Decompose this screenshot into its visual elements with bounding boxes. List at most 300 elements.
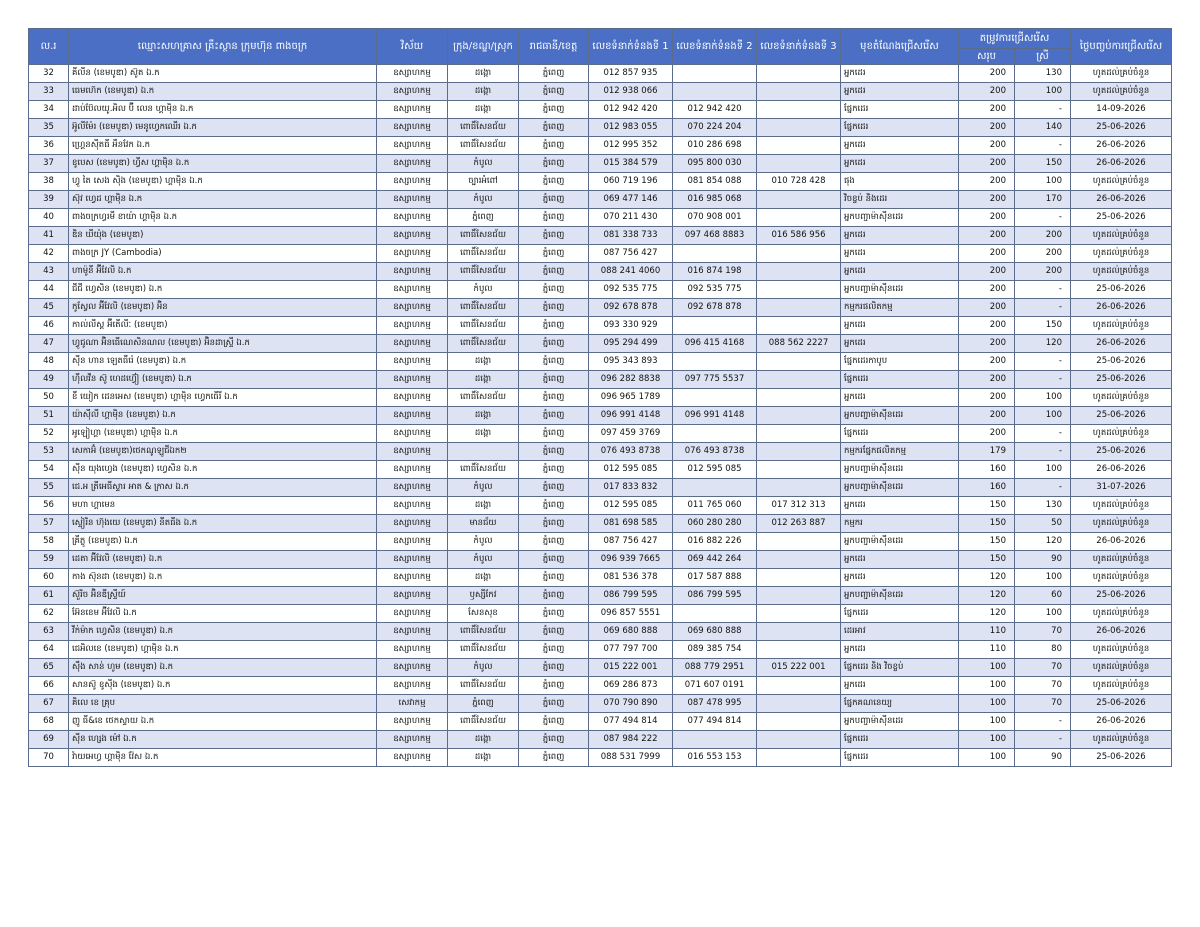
row-no: 55: [29, 479, 69, 497]
female-count: 70: [1015, 677, 1071, 695]
total-count: 200: [959, 317, 1015, 335]
province: ភ្នំពេញ: [519, 731, 589, 749]
district: មានជ័យ: [448, 515, 519, 533]
company-name: ហ្វូជូណា អ៊ិនធើណេសិនណល (ខេមបូឌា) អ៊ិនដាស្ទ្រី ឯ.ក: [69, 335, 377, 353]
deadline: 25-06-2026: [1071, 209, 1172, 227]
female-count: -: [1015, 713, 1071, 731]
total-count: 160: [959, 479, 1015, 497]
sector: ឧស្សាហកម្ម: [377, 623, 448, 641]
deadline: 26-06-2026: [1071, 713, 1172, 731]
phone-2: 012 942 420: [673, 101, 757, 119]
phone-3: [757, 371, 841, 389]
sector: សេវាកម្ម: [377, 695, 448, 713]
phone-3: [757, 623, 841, 641]
phone-1: 069 680 888: [589, 623, 673, 641]
province: ភ្នំពេញ: [519, 155, 589, 173]
position: អ្នកបញ្ជាម៉ាស៊ីនដេរ: [841, 587, 959, 605]
position: ផ្នែកគណនេយ្យ: [841, 695, 959, 713]
total-count: 200: [959, 119, 1015, 137]
district: ពោធិ៍សែនជ័យ: [448, 245, 519, 263]
phone-1: 096 991 4148: [589, 407, 673, 425]
deadline: ហូតដល់គ្រប់ចំនួន: [1071, 515, 1172, 533]
district: ពោធិ៍សែនជ័យ: [448, 227, 519, 245]
female-count: 50: [1015, 515, 1071, 533]
province: ភ្នំពេញ: [519, 263, 589, 281]
phone-1: 086 799 595: [589, 587, 673, 605]
phone-2: 070 224 204: [673, 119, 757, 137]
district: សែនសុខ: [448, 605, 519, 623]
total-count: 200: [959, 101, 1015, 119]
phone-3: [757, 551, 841, 569]
company-name: ជេ.អ ត្រីអេធីស្ទារ អាត & ក្រាស ឯ.ក: [69, 479, 377, 497]
company-name: ស្ទៀរិន ហ៊ុងយេ (ខេមបូឌា) នីតធីង ឯ.ក: [69, 515, 377, 533]
deadline: ហូតដល់គ្រប់ចំនួន: [1071, 389, 1172, 407]
deadline: 25-06-2026: [1071, 443, 1172, 461]
company-name: ស៊ឹង សាន់ ហូម (ខេមបូឌា) ឯ.ក: [69, 659, 377, 677]
table-row: [29, 695, 1172, 713]
row-no: 49: [29, 371, 69, 389]
total-count: 200: [959, 389, 1015, 407]
total-count: 200: [959, 245, 1015, 263]
phone-1: 060 719 196: [589, 173, 673, 191]
sector: ឧស្សាហកម្ម: [377, 335, 448, 353]
position: អ្នកដេរ: [841, 389, 959, 407]
row-no: 34: [29, 101, 69, 119]
deadline: ហូតដល់គ្រប់ចំនួន: [1071, 731, 1172, 749]
phone-1: 088 531 7999: [589, 749, 673, 767]
phone-1: 017 833 832: [589, 479, 673, 497]
female-count: 200: [1015, 263, 1071, 281]
company-name: ដេតា អ៊ីវែលិ (ខេមបូឌា) ឯ.ក: [69, 551, 377, 569]
phone-1: 095 294 499: [589, 335, 673, 353]
company-name: ហ្វូ តៃ សេង ស៊ិង (ខេមបូឌា) ហ្គាម៉ិន ឯ.ក: [69, 173, 377, 191]
female-count: 70: [1015, 695, 1071, 713]
position: អ្នកដេរ: [841, 155, 959, 173]
phone-3: [757, 101, 841, 119]
total-count: 100: [959, 695, 1015, 713]
province: ភ្នំពេញ: [519, 695, 589, 713]
district: កំបូល: [448, 479, 519, 497]
recruitment-table: [28, 28, 1172, 767]
position: អ្នកដេរ: [841, 317, 959, 335]
district: ពោធិ៍សែនជ័យ: [448, 641, 519, 659]
deadline: 31-07-2026: [1071, 479, 1172, 497]
position: អ្នកបញ្ជាម៉ាស៊ីនដេរ: [841, 209, 959, 227]
phone-3: [757, 281, 841, 299]
total-count: 150: [959, 497, 1015, 515]
table-row: [29, 317, 1172, 335]
province: ភ្នំពេញ: [519, 497, 589, 515]
total-count: 179: [959, 443, 1015, 461]
row-no: 37: [29, 155, 69, 173]
phone-2: 086 799 595: [673, 587, 757, 605]
table-row: [29, 677, 1172, 695]
company-name: គិលេ ខេ គ្រុប: [69, 695, 377, 713]
sector: ឧស្សាហកម្ម: [377, 677, 448, 695]
sector: ឧស្សាហកម្ម: [377, 83, 448, 101]
district: ពោធិ៍សែនជ័យ: [448, 461, 519, 479]
province: ភ្នំពេញ: [519, 227, 589, 245]
position: អ្នកដេរ: [841, 569, 959, 587]
table-row: [29, 209, 1172, 227]
phone-2: 097 775 5537: [673, 371, 757, 389]
phone-2: [673, 479, 757, 497]
table-row: [29, 461, 1172, 479]
row-no: 48: [29, 353, 69, 371]
table-row: [29, 227, 1172, 245]
phone-2: 017 587 888: [673, 569, 757, 587]
female-count: -: [1015, 101, 1071, 119]
deadline: ហូតដល់គ្រប់ចំនួន: [1071, 425, 1172, 443]
female-count: 200: [1015, 245, 1071, 263]
row-no: 69: [29, 731, 69, 749]
company-name: ស៊ីន យុងហ្វេង (ខេមបូឌា) ហ្វេសិន ឯ.ក: [69, 461, 377, 479]
female-count: 90: [1015, 749, 1071, 767]
deadline: ហូតដល់គ្រប់ចំនួន: [1071, 569, 1172, 587]
phone-1: 070 211 430: [589, 209, 673, 227]
province: ភ្នំពេញ: [519, 83, 589, 101]
table-row: [29, 371, 1172, 389]
position: អ្នកដេរ: [841, 677, 959, 695]
phone-1: 012 857 935: [589, 65, 673, 83]
total-count: 200: [959, 281, 1015, 299]
total-count: 100: [959, 713, 1015, 731]
deadline: 25-06-2026: [1071, 695, 1172, 713]
position: អ្នកបញ្ជាម៉ាស៊ីនដេរ: [841, 281, 959, 299]
position: អ្នកដេរ: [841, 497, 959, 515]
sector: ឧស្សាហកម្ម: [377, 443, 448, 461]
phone-1: 077 797 700: [589, 641, 673, 659]
total-count: 200: [959, 65, 1015, 83]
phone-2: 092 678 878: [673, 299, 757, 317]
total-count: 150: [959, 533, 1015, 551]
deadline: 26-06-2026: [1071, 461, 1172, 479]
table-row: [29, 569, 1172, 587]
deadline: 25-06-2026: [1071, 749, 1172, 767]
deadline: 26-06-2026: [1071, 191, 1172, 209]
header-company: ឈ្មោះសហគ្រាស គ្រឹះស្ថាន ក្រុមហ៊ុន ពាងចក្រ: [69, 29, 377, 65]
deadline: 25-06-2026: [1071, 587, 1172, 605]
phone-3: [757, 749, 841, 767]
phone-3: [757, 731, 841, 749]
company-name: វ៉ាយអេហ្វ ហ្គាម៉ិន វ៉ែស ឯ.ក: [69, 749, 377, 767]
row-no: 61: [29, 587, 69, 605]
company-name: វីក់ម៉ាក ហ្វេសិន (ខេមបូឌា) ឯ.ក: [69, 623, 377, 641]
district: កំបូល: [448, 191, 519, 209]
sector: ឧស្សាហកម្ម: [377, 605, 448, 623]
table-row: [29, 245, 1172, 263]
position: ផ្នែកដេរ: [841, 119, 959, 137]
position: កម្មករ: [841, 515, 959, 533]
row-no: 57: [29, 515, 69, 533]
company-name: ជេអិលខេ (ខេមបូឌា) ហ្គាម៉ិន ឯ.ក: [69, 641, 377, 659]
deadline: 26-06-2026: [1071, 533, 1172, 551]
row-no: 35: [29, 119, 69, 137]
phone-1: 093 330 929: [589, 317, 673, 335]
deadline: ហូតដល់គ្រប់ចំនួន: [1071, 659, 1172, 677]
phone-3: 015 222 001: [757, 659, 841, 677]
female-count: 100: [1015, 569, 1071, 587]
header-phone-3: លេខទំនាក់ទំនងទី 3: [757, 29, 841, 65]
district: កំបូល: [448, 281, 519, 299]
phone-1: 095 343 893: [589, 353, 673, 371]
phone-2: [673, 65, 757, 83]
phone-1: 081 698 585: [589, 515, 673, 533]
phone-3: [757, 641, 841, 659]
phone-3: 012 263 887: [757, 515, 841, 533]
district: ដង្កោ: [448, 425, 519, 443]
table-header: [29, 29, 1172, 65]
table-row: [29, 281, 1172, 299]
province: ភ្នំពេញ: [519, 281, 589, 299]
sector: ឧស្សាហកម្ម: [377, 533, 448, 551]
row-no: 32: [29, 65, 69, 83]
phone-3: 016 586 956: [757, 227, 841, 245]
deadline: ហូតដល់គ្រប់ចំនួន: [1071, 173, 1172, 191]
phone-3: [757, 695, 841, 713]
district: កំបូល: [448, 533, 519, 551]
phone-3: [757, 65, 841, 83]
position: ផ្នែកដេរកាបូប: [841, 353, 959, 371]
phone-2: [673, 317, 757, 335]
sector: ឧស្សាហកម្ម: [377, 497, 448, 515]
company-name: សេកាអ៊ំ (ខេមបូឌា)ថេកណូឡូជីឯក២: [69, 443, 377, 461]
province: ភ្នំពេញ: [519, 173, 589, 191]
female-count: 100: [1015, 83, 1071, 101]
row-no: 53: [29, 443, 69, 461]
female-count: 120: [1015, 533, 1071, 551]
province: ភ្នំពេញ: [519, 641, 589, 659]
table-row: [29, 713, 1172, 731]
company-name: ស៊ីន ហ្សេង ម៉ៅ ឯ.ក: [69, 731, 377, 749]
deadline: 14-09-2026: [1071, 101, 1172, 119]
province: ភ្នំពេញ: [519, 533, 589, 551]
company-name: ដាប់ប៊ែលយូ.អិល ប៊ី លេន ហ្គាម៉ិន ឯ.ក: [69, 101, 377, 119]
district: កំបូល: [448, 659, 519, 677]
company-name: ពាងចក្រ JY (Cambodia): [69, 245, 377, 263]
province: ភ្នំពេញ: [519, 605, 589, 623]
district: [448, 443, 519, 461]
header-sector: វិស័យ: [377, 29, 448, 65]
female-count: 70: [1015, 623, 1071, 641]
table-row: [29, 587, 1172, 605]
phone-1: 096 939 7665: [589, 551, 673, 569]
row-no: 60: [29, 569, 69, 587]
row-no: 62: [29, 605, 69, 623]
total-count: 200: [959, 173, 1015, 191]
position: អ្នកដេរ: [841, 641, 959, 659]
position: អ្នកបញ្ជាម៉ាស៊ីនដេរ: [841, 533, 959, 551]
header-phone-2: លេខទំនាក់ទំនងទី 2: [673, 29, 757, 65]
sector: ឧស្សាហកម្ម: [377, 425, 448, 443]
company-name: ពាងចក្រហ្វរមី ខាយ៉ា ហ្គាម៉ិន ឯ.ក: [69, 209, 377, 227]
phone-2: 069 442 264: [673, 551, 757, 569]
sector: ឧស្សាហកម្ម: [377, 569, 448, 587]
district: ដង្កោ: [448, 101, 519, 119]
district: ដង្កោ: [448, 497, 519, 515]
phone-2: [673, 83, 757, 101]
table-row: [29, 623, 1172, 641]
phone-3: [757, 317, 841, 335]
total-count: 100: [959, 731, 1015, 749]
phone-3: [757, 191, 841, 209]
sector: ឧស្សាហកម្ម: [377, 389, 448, 407]
row-no: 33: [29, 83, 69, 101]
table-row: [29, 551, 1172, 569]
sector: ឧស្សាហកម្ម: [377, 749, 448, 767]
female-count: 150: [1015, 317, 1071, 335]
province: ភ្នំពេញ: [519, 299, 589, 317]
company-name: កូស្វែល អ៊ីវែលិ (ខេមបូឌា) អ៊ិន: [69, 299, 377, 317]
table-row: [29, 263, 1172, 281]
table-row: [29, 137, 1172, 155]
phone-2: [673, 605, 757, 623]
sector: ឧស្សាហកម្ម: [377, 245, 448, 263]
total-count: 100: [959, 659, 1015, 677]
sector: ឧស្សាហកម្ម: [377, 659, 448, 677]
deadline: 26-06-2026: [1071, 335, 1172, 353]
female-count: 150: [1015, 155, 1071, 173]
female-count: -: [1015, 731, 1071, 749]
phone-3: [757, 479, 841, 497]
company-name: កាង ស៊ុនដា (ខេមបូឌា) ឯ.ក: [69, 569, 377, 587]
position: ផ្នែកដេរ: [841, 749, 959, 767]
table-row: [29, 335, 1172, 353]
company-name: ស៊ុវ ហ្វេដ ហ្គាម៉ិន ឯ.ក: [69, 191, 377, 209]
phone-1: 012 983 055: [589, 119, 673, 137]
phone-1: 070 790 890: [589, 695, 673, 713]
total-count: 110: [959, 623, 1015, 641]
district: ដង្កោ: [448, 749, 519, 767]
phone-2: 077 494 814: [673, 713, 757, 731]
province: ភ្នំពេញ: [519, 119, 589, 137]
district: ដង្កោ: [448, 569, 519, 587]
phone-1: 076 493 8738: [589, 443, 673, 461]
female-count: -: [1015, 371, 1071, 389]
position: ដេរអាវ: [841, 623, 959, 641]
position: កម្មករផលិតកម្ម: [841, 299, 959, 317]
province: ភ្នំពេញ: [519, 749, 589, 767]
company-name: មហា ហ្គាមេន: [69, 497, 377, 515]
sector: ឧស្សាហកម្ម: [377, 227, 448, 245]
phone-2: 016 874 198: [673, 263, 757, 281]
phone-1: 012 942 420: [589, 101, 673, 119]
sector: ឧស្សាហកម្ម: [377, 137, 448, 155]
company-name: ហាម៉ូនី អ៊ីវែលិ ឯ.ក: [69, 263, 377, 281]
phone-1: 081 536 378: [589, 569, 673, 587]
company-name: អូឡៀហ្គា (ខេមបូឌា) ហ្គាម៉ិន ឯ.ក: [69, 425, 377, 443]
sector: ឧស្សាហកម្ម: [377, 191, 448, 209]
deadline: 25-06-2026: [1071, 407, 1172, 425]
province: ភ្នំពេញ: [519, 101, 589, 119]
position: អ្នកដេរ: [841, 65, 959, 83]
female-count: 140: [1015, 119, 1071, 137]
total-count: 200: [959, 371, 1015, 389]
phone-3: [757, 245, 841, 263]
deadline: ហូតដល់គ្រប់ចំនួន: [1071, 227, 1172, 245]
female-count: -: [1015, 281, 1071, 299]
district: កំបូល: [448, 551, 519, 569]
table-row: [29, 353, 1172, 371]
company-name: គ្រីភ្លូ (ខេមបូឌា) ឯ.ក: [69, 533, 377, 551]
sector: ឧស្សាហកម្ម: [377, 209, 448, 227]
district: ពោធិ៍សែនជ័យ: [448, 263, 519, 281]
district: ពោធិ៍សែនជ័យ: [448, 317, 519, 335]
phone-1: 069 286 873: [589, 677, 673, 695]
phone-2: [673, 425, 757, 443]
company-name: ធេមហ៊េក (ខេមបូឌា) ឯ.ក: [69, 83, 377, 101]
deadline: 25-06-2026: [1071, 281, 1172, 299]
position: អ្នកដេរ: [841, 551, 959, 569]
phone-3: [757, 677, 841, 695]
province: ភ្នំពេញ: [519, 461, 589, 479]
position: អ្នកដេរ: [841, 245, 959, 263]
district: ពោធិ៍សែនជ័យ: [448, 299, 519, 317]
sector: ឧស្សាហកម្ម: [377, 317, 448, 335]
female-count: -: [1015, 425, 1071, 443]
sector: ឧស្សាហកម្ម: [377, 353, 448, 371]
position: ផុង: [841, 173, 959, 191]
female-count: 80: [1015, 641, 1071, 659]
total-count: 100: [959, 677, 1015, 695]
province: ភ្នំពេញ: [519, 353, 589, 371]
total-count: 120: [959, 569, 1015, 587]
total-count: 200: [959, 191, 1015, 209]
phone-1: 088 241 4060: [589, 263, 673, 281]
phone-1: 096 857 5551: [589, 605, 673, 623]
phone-2: 096 415 4168: [673, 335, 757, 353]
deadline: 26-06-2026: [1071, 299, 1172, 317]
phone-1: 092 678 878: [589, 299, 673, 317]
sector: ឧស្សាហកម្ម: [377, 587, 448, 605]
company-name: យ៉ាស៊ីលី ហ្គាម៉ិន (ខេមបូឌា) ឯ.ក: [69, 407, 377, 425]
phone-3: [757, 713, 841, 731]
position: អ្នកដេរ: [841, 227, 959, 245]
province: ភ្នំពេញ: [519, 587, 589, 605]
phone-3: 017 312 313: [757, 497, 841, 515]
phone-3: [757, 155, 841, 173]
total-count: 200: [959, 425, 1015, 443]
phone-3: [757, 587, 841, 605]
province: ភ្នំពេញ: [519, 245, 589, 263]
deadline: 25-06-2026: [1071, 119, 1172, 137]
district: ពោធិ៍សែនជ័យ: [448, 119, 519, 137]
header-total: សរុប: [959, 49, 1015, 65]
phone-2: 089 385 754: [673, 641, 757, 659]
sector: ឧស្សាហកម្ម: [377, 731, 448, 749]
district: ពោធិ៍សែនជ័យ: [448, 713, 519, 731]
company-name: គីលីន (ខេមបូឌា) ស៊ូត ឯ.ក: [69, 65, 377, 83]
table-row: [29, 497, 1172, 515]
table-body: [29, 65, 1172, 767]
province: ភ្នំពេញ: [519, 515, 589, 533]
female-count: 170: [1015, 191, 1071, 209]
phone-2: 011 765 060: [673, 497, 757, 515]
table-row: [29, 407, 1172, 425]
row-no: 47: [29, 335, 69, 353]
female-count: 100: [1015, 389, 1071, 407]
position: ផ្នែកដេរ: [841, 425, 959, 443]
phone-2: 076 493 8738: [673, 443, 757, 461]
company-name: សានស៊ូ ខូស៊ីង (ខេមបូឌា) ឯ.ក: [69, 677, 377, 695]
total-count: 200: [959, 83, 1015, 101]
sector: ឧស្សាហកម្ម: [377, 551, 448, 569]
province: ភ្នំពេញ: [519, 479, 589, 497]
phone-2: 087 478 995: [673, 695, 757, 713]
phone-1: 081 338 733: [589, 227, 673, 245]
district: ច្បារអំពៅ: [448, 173, 519, 191]
phone-1: 097 459 3769: [589, 425, 673, 443]
